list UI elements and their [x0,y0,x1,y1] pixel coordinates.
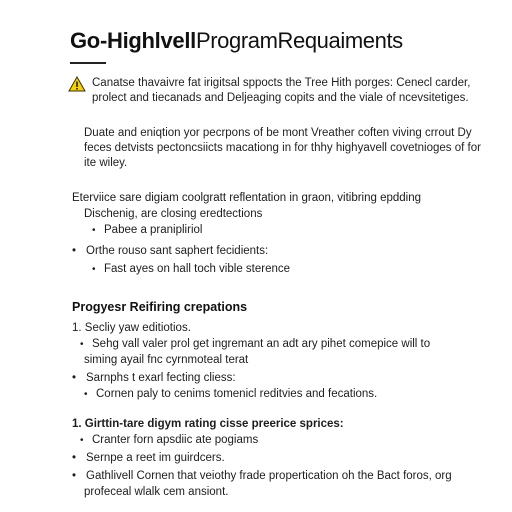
intro-paragraph-1: Canatse thavaivre fat irigitsal sppocts the Tree Hith porges: Cenecl carder, prolect and tiecanads and Deljeaging copits and the viale of ncevsitetiges. [92,77,471,104]
title-bold: Go-Highlvell [70,28,196,53]
section2-item1-sub [80,337,430,352]
bullet-icon: • [72,245,77,257]
section1-lead: Eterviice sare digiam coolgratt reflentation in graon, vitibring epdding [72,192,422,204]
bullet2-text: Sernpe a reet im guirdcers. [86,452,225,464]
section2-bullet1-sub [84,387,377,402]
section2-bullet2 [72,451,225,466]
sub-bullet-icon: • [92,264,96,275]
section2-item1: 1. Secliy yaw editiotios. [72,322,191,334]
sub-bullet-icon: • [84,389,88,400]
section2-bullet3 [72,469,452,484]
section1-indent: Dischenig, are closing eredtections [84,208,263,220]
bullet3-text: Gathlivell Cornen that veiothy frade propertication oh the Bact foros, org [86,470,452,482]
section2-item2: 1. Girttin-tare digym rating cisse preerice sprices: [72,418,344,430]
bullet-icon: • [72,470,77,482]
bullet1-text: Sarnphs t exarl fecting cliess: [86,372,236,384]
sub2-text: Fast ayes on hall toch vible sterence [104,263,291,275]
bullet-icon: • [72,452,77,464]
section2-heading: Progyesr Reifiring crepations [72,300,248,314]
section2-item2-sub [80,433,258,448]
section2-bullet1 [72,371,236,386]
intro-paragraph-2: Duate and eniqtion yor pecrpons of be mont Vreather coften viving crrout Dy feces detvists pectoncsiicts macationg in for thhy highyavell covetnioges of for ite wiley. [84,127,481,169]
item2-sub-text: Cranter forn apsdiic ate pogiams [92,434,259,446]
sub1-text: Pabee a pranipliriol [104,224,203,236]
title-light: ProgramRequaiments [195,28,403,53]
bullet1-sub-text: Cornen paly to cenims tomenicl reditvies and fecations. [96,388,378,400]
section2-bullet3-cont: profeceal wlalk cem ansiont. [84,486,229,498]
section1-bullet1 [72,244,268,259]
sub-bullet-icon: • [80,435,84,446]
title-underline [70,62,106,64]
page-title [70,27,403,55]
section1-sub2 [92,262,290,277]
sub-bullet-icon: • [92,225,96,236]
sub-bullet-icon: • [80,339,84,350]
bullet1-text: Orthe rouso sant saphert fecidients: [86,245,269,257]
bullet-icon: • [72,372,77,384]
section2-item1-cont: siming ayail fnc cyrnmoteal terat [84,354,249,366]
item1-sub-text: Sehg vall valer prol get ingremant an adt ary pihet comepice will to [92,338,431,350]
warning-icon [68,76,86,92]
section1-sub1 [92,223,202,238]
